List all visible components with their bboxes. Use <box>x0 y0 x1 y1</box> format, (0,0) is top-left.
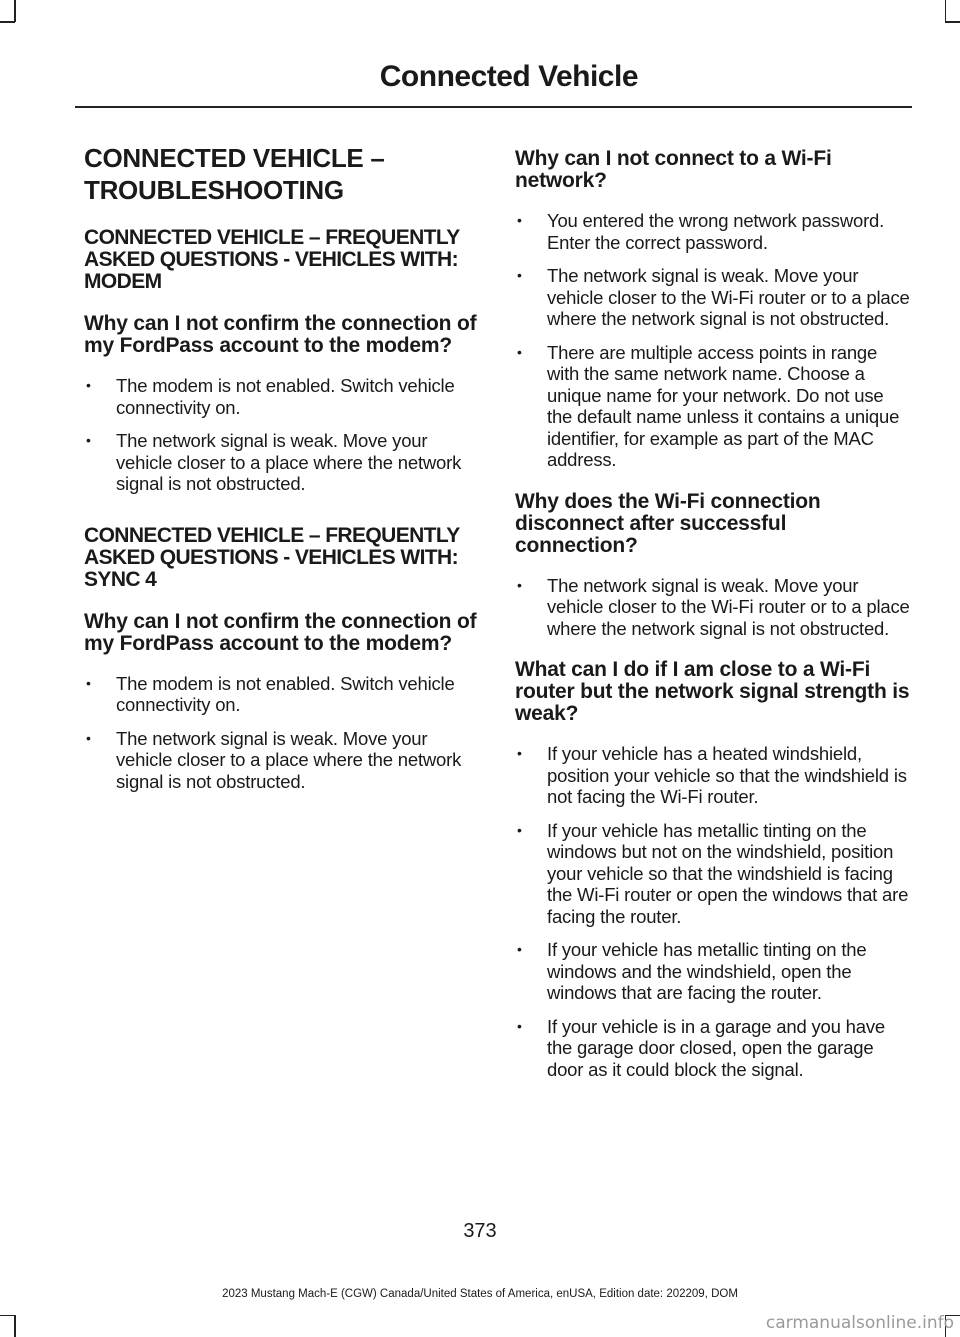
bullet-list <box>84 673 479 793</box>
bullet-list <box>515 743 910 1080</box>
question-heading: Why can I not connect to a Wi-Fi network? <box>515 147 832 192</box>
section-heading-line: CONNECTED VEHICLE – <box>84 143 385 173</box>
watermark: carmanualsonline.info <box>765 1313 954 1333</box>
question-heading: Why does the Wi-Fi connection disconnect after successful connection? <box>515 489 821 557</box>
question-heading: Why can I not confirm the connection of my FordPass account to the modem? <box>84 312 477 357</box>
bullet-list <box>84 375 479 495</box>
list-item: • There are multiple access points in range with the same network name. Choose a unique name for your network. Do not use the default name unless it contains a unique identifier, for example as part of the MAC address. <box>515 342 910 471</box>
list-item: • The modem is not enabled. Switch vehicle connectivity on. <box>84 375 479 418</box>
right-column <box>515 148 910 1100</box>
list-item: • The network signal is weak. Move your vehicle closer to the Wi-Fi router or to a place where the network signal is not obstructed. <box>515 575 910 640</box>
crop-mark <box>14 1315 16 1337</box>
crop-mark <box>14 0 16 22</box>
footer-text: 2023 Mustang Mach-E (CGW) Canada/United States of America, enUSA, Edition date: 202209, DOM <box>222 1288 738 1300</box>
question-heading: Why can I not confirm the connection of my FordPass account to the modem? <box>84 609 477 655</box>
list-item: • The modem is not enabled. Switch vehicle connectivity on. <box>84 673 479 716</box>
section-heading-line: TROUBLESHOOTING <box>84 175 344 205</box>
question-heading: What can I do if I am close to a Wi-Fi router but the network signal strength is weak? <box>515 658 910 725</box>
bullet-list <box>515 210 910 471</box>
crop-mark <box>0 1315 15 1317</box>
bullet-list <box>515 575 910 640</box>
subsection-heading: CONNECTED VEHICLE – FREQUENTLY ASKED QUESTIONS - VEHICLES WITH: MODEM <box>84 226 460 293</box>
list-item: • If your vehicle has metallic tinting on the windows but not on the windshield, position your vehicle so that the windshield is facing the Wi-Fi router or open the windows that are facing the router. <box>515 820 910 928</box>
crop-mark <box>945 21 960 23</box>
list-item: • You entered the wrong network password. Enter the correct password. <box>515 210 910 253</box>
list-item: • If your vehicle is in a garage and you have the garage door closed, open the garage door as it could block the signal. <box>515 1016 910 1081</box>
left-column <box>84 143 479 812</box>
header-divider <box>75 106 912 108</box>
list-item: • The network signal is weak. Move your vehicle closer to a place where the network signal is not obstructed. <box>84 430 479 495</box>
page-number: 373 <box>463 1220 497 1242</box>
crop-mark <box>0 21 15 23</box>
list-item: • The network signal is weak. Move your vehicle closer to a place where the network signal is not obstructed. <box>84 728 479 793</box>
chapter-title: Connected Vehicle <box>379 60 638 93</box>
list-item: • The network signal is weak. Move your vehicle closer to the Wi-Fi router or to a place where the network signal is not obstructed. <box>515 265 910 330</box>
section-heading <box>84 143 479 205</box>
list-item: • If your vehicle has metallic tinting on the windows and the windshield, open the windows that are facing the router. <box>515 939 910 1004</box>
subsection-heading: CONNECTED VEHICLE – FREQUENTLY ASKED QUESTIONS - VEHICLES WITH: SYNC 4 <box>84 523 460 591</box>
crop-mark <box>945 0 947 22</box>
list-item: • If your vehicle has a heated windshield, position your vehicle so that the windshield is not facing the Wi-Fi router. <box>515 743 910 808</box>
